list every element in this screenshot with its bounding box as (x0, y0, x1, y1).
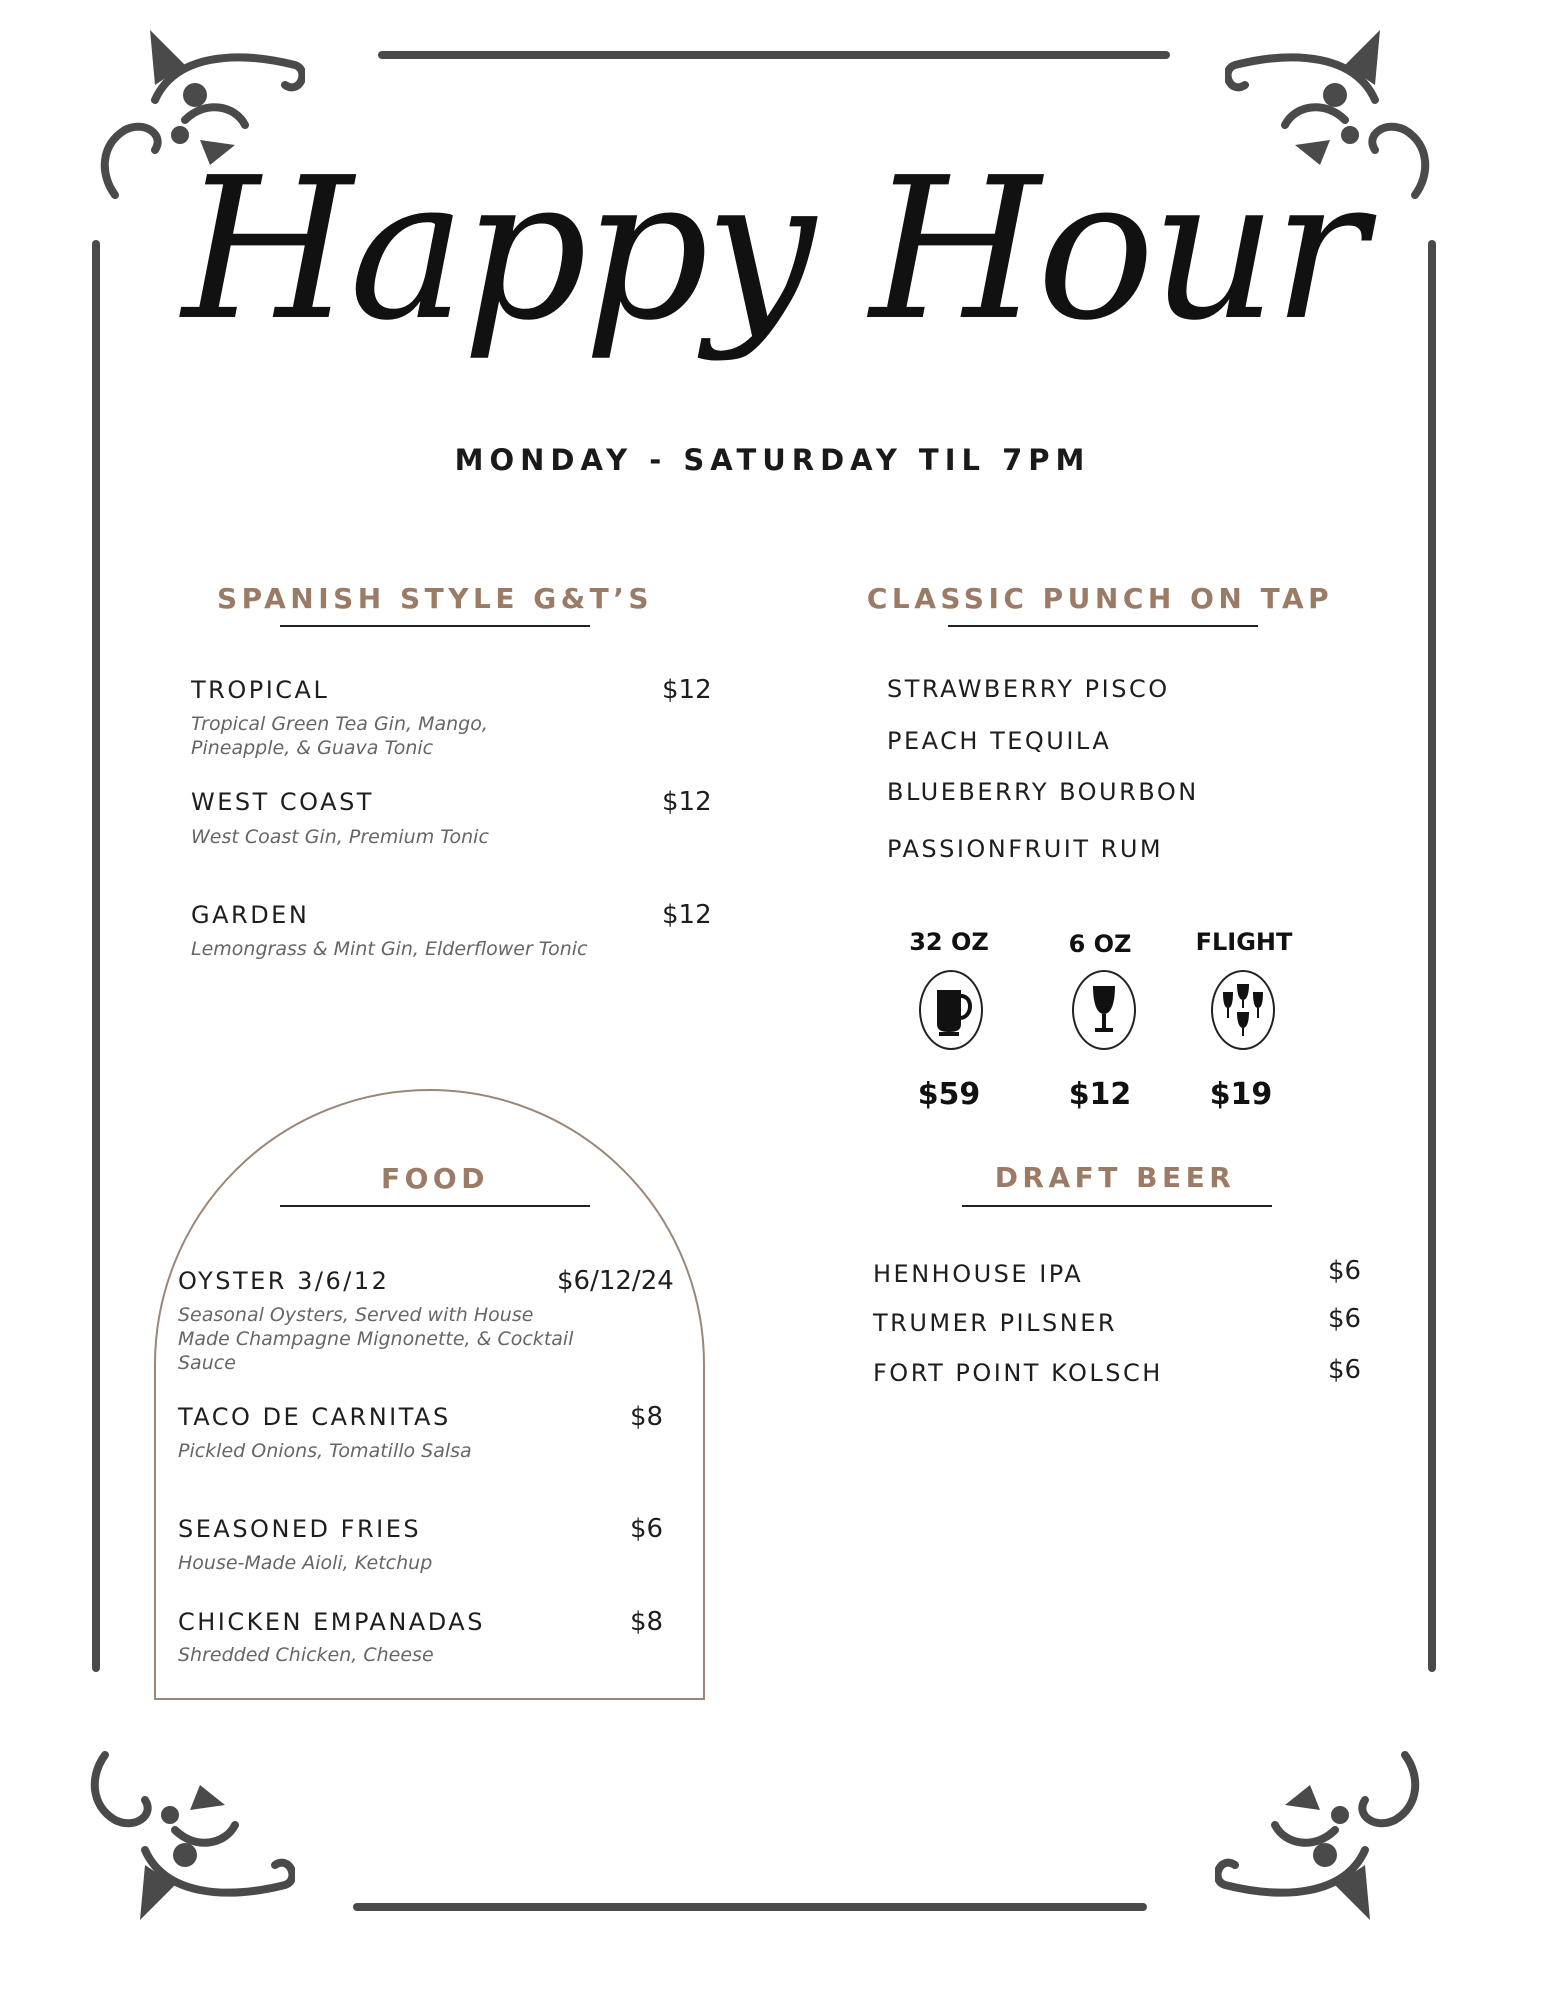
flight-glasses-icon (1211, 970, 1275, 1050)
menu-item-description: Tropical Green Tea Gin, Mango, Pineapple, & Guava Tonic (191, 713, 488, 759)
corner-ornament-bottom-right-icon (1215, 1745, 1425, 1925)
menu-item-description: Lemongrass & Mint Gin, Elderflower Tonic (191, 938, 588, 960)
pitcher-icon (919, 970, 983, 1050)
section-underline (962, 1205, 1272, 1207)
punch-item: PASSIONFRUIT RUM (887, 835, 1164, 863)
menu-item-description: West Coast Gin, Premium Tonic (191, 826, 489, 848)
size-label-32oz: 32 OZ (909, 928, 989, 956)
size-price-32oz: $59 (917, 1077, 981, 1112)
menu-item-name: WEST COAST (191, 788, 374, 816)
page-title: Happy Hour (182, 136, 1363, 364)
bottom-rule (353, 1903, 1147, 1911)
size-price-6oz: $12 (1068, 1077, 1132, 1112)
beer-item-price: $6 (1328, 1256, 1362, 1286)
section-underline (948, 625, 1258, 627)
size-price-flight: $19 (1209, 1077, 1273, 1112)
menu-item-price: $12 (662, 787, 712, 817)
menu-item-description: Shredded Chicken, Cheese (178, 1644, 434, 1666)
section-underline (280, 625, 590, 627)
menu-item-price: $6 (630, 1514, 664, 1544)
menu-item-description: Pickled Onions, Tomatillo Salsa (178, 1440, 472, 1462)
menu-item-name: OYSTER 3/6/12 (178, 1267, 390, 1295)
menu-item-name: TACO DE CARNITAS (178, 1403, 451, 1431)
section-heading-food: FOOD (381, 1162, 489, 1195)
section-heading-beer: DRAFT BEER (994, 1161, 1236, 1194)
menu-item-price: $6/12/24 (557, 1266, 674, 1296)
menu-item-price: $12 (662, 900, 712, 930)
punch-item: PEACH TEQUILA (887, 727, 1112, 755)
size-label-6oz: 6 OZ (1068, 930, 1132, 958)
beer-item-name: FORT POINT KOLSCH (873, 1359, 1163, 1387)
menu-item-price: $12 (662, 675, 712, 705)
menu-item-description: Seasonal Oysters, Served with House Made Champagne Mignonette, & Cocktail Sauce (178, 1304, 574, 1374)
menu-item-name: TROPICAL (191, 676, 330, 704)
menu-item-name: SEASONED FRIES (178, 1515, 422, 1543)
beer-item-name: HENHOUSE IPA (873, 1260, 1084, 1288)
menu-item-price: $8 (630, 1402, 664, 1432)
beer-item-price: $6 (1328, 1304, 1362, 1334)
goblet-icon (1072, 970, 1136, 1050)
corner-ornament-bottom-left-icon (85, 1745, 295, 1925)
beer-item-name: TRUMER PILSNER (873, 1309, 1118, 1337)
top-rule (378, 51, 1170, 59)
punch-item: BLUEBERRY BOURBON (887, 778, 1199, 806)
section-underline (280, 1205, 590, 1207)
menu-item-name: GARDEN (191, 901, 310, 929)
menu-item-description: House-Made Aioli, Ketchup (178, 1552, 433, 1574)
size-label-flight: FLIGHT (1195, 928, 1293, 956)
beer-item-price: $6 (1328, 1355, 1362, 1385)
hours-subtitle: MONDAY - SATURDAY TIL 7PM (454, 443, 1091, 477)
section-heading-gin-tonics: SPANISH STYLE G&T’S (216, 582, 654, 615)
punch-item: STRAWBERRY PISCO (887, 675, 1170, 703)
menu-item-price: $8 (630, 1607, 664, 1637)
section-heading-punch: CLASSIC PUNCH ON TAP (866, 582, 1334, 615)
menu-item-name: CHICKEN EMPANADAS (178, 1608, 485, 1636)
